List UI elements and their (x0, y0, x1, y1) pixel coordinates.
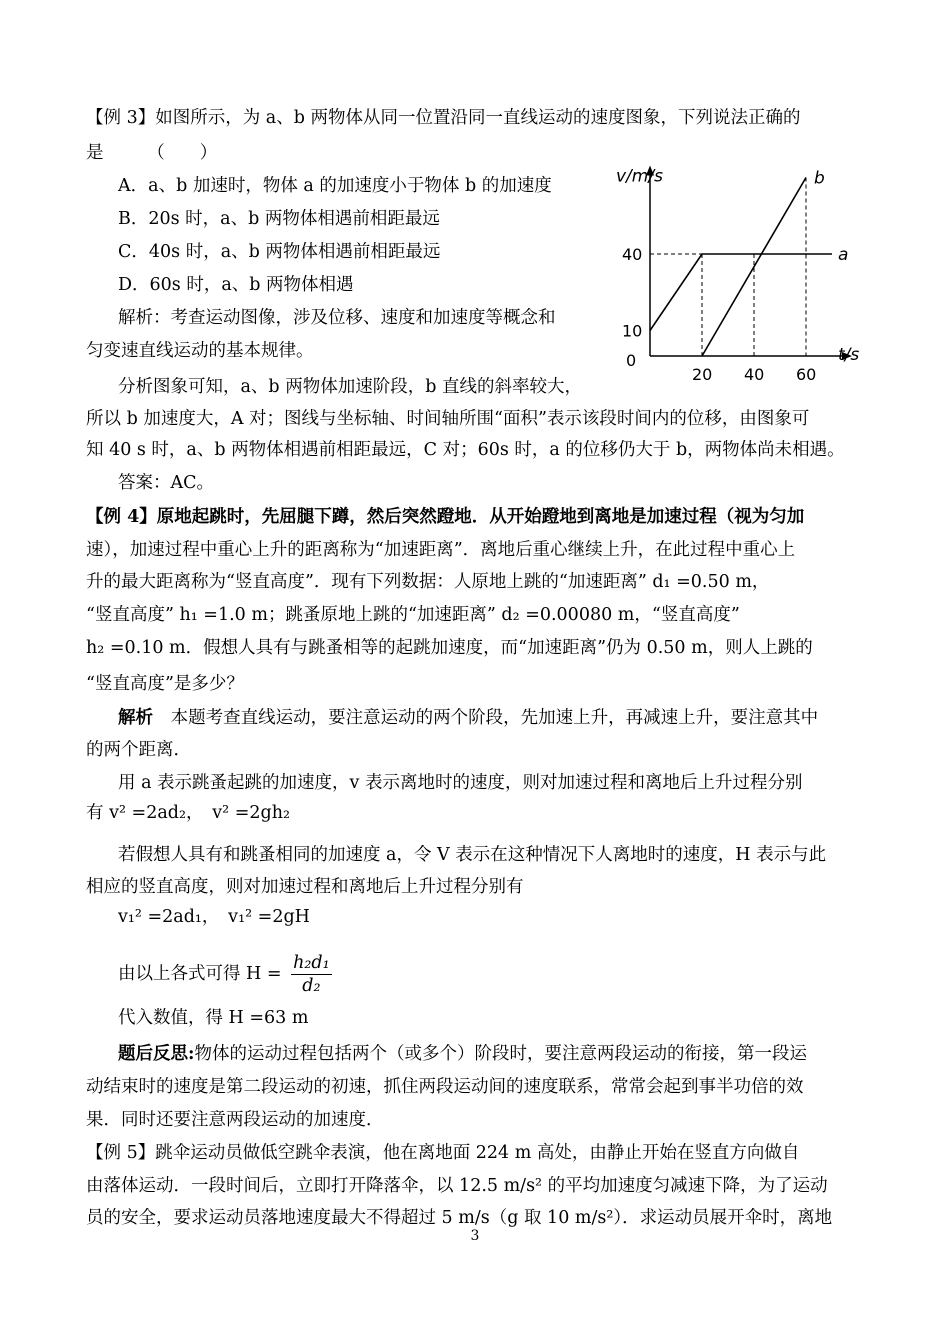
ex3-solution-line-1: 解析：考查运动图像，涉及位移、速度和加速度等概念和 (118, 308, 556, 328)
ex4-analysis-label: 解析 (118, 708, 153, 728)
ex4-fraction-denominator: d₂ (302, 976, 321, 996)
ex4-equation-3-lhs: 由以上各式可得 H = (118, 964, 282, 984)
ex4-question-line-6: “竖直高度”是多少？ (86, 674, 244, 694)
ex4-reflection-line-1 (118, 1042, 807, 1066)
velocity-time-chart (600, 150, 890, 390)
ex3-option-a: A．a、b 加速时，物体 a 的加速度小于物体 b 的加速度 (118, 176, 552, 196)
ex4-equation-3 (118, 950, 332, 998)
ex4-reflection-line-3: 果．同时还要注意两段运动的加速度． (86, 1110, 384, 1130)
ex3-question-line-1: 【例 3】如图所示，为 a、b 两物体从同一位置沿同一直线运动的速度图象，下列说法正确的 (86, 108, 801, 128)
ex3-solution-line-2: 匀变速直线运动的基本规律。 (86, 341, 314, 361)
ex3-option-d: D．60s 时，a、b 两物体相遇 (118, 275, 354, 295)
ex3-solution-line-5: 知 40 s 时，a、b 两物体相遇前相距最远，C 对；60s 时，a 的位移仍大于 b，两物体尚未相遇。 (86, 440, 845, 460)
series-label-b: b (814, 168, 825, 189)
ex3-solution-line-4: 所以 b 加速度大，A 对；图线与坐标轴、时间轴所围“面积”表示该段时间内的位移，由图象可 (86, 409, 810, 429)
series-line-b (702, 178, 806, 357)
origin-label: 0 (626, 351, 637, 370)
ex4-reflection-label: 题后反思: (118, 1044, 195, 1064)
y-axis-label: v/m/s (616, 166, 663, 187)
ex4-fraction-numerator: h₂d₁ (293, 953, 330, 973)
ex4-equation-1: 有 v² =2ad₂， v² =2gh₂ (86, 803, 290, 823)
ex3-question-line-2: 是 （ ） (86, 143, 218, 163)
ex5-question-line-1: 【例 5】跳伞运动员做低空跳伞表演，他在离地面 224 m 高处，由静止开始在竖直方向做自 (86, 1143, 800, 1163)
y-tick-label: 10 (622, 321, 643, 341)
page-number: 3 (470, 1228, 480, 1244)
y-tick-label: 40 (622, 245, 643, 264)
ex4-reflection-line-2: 动结束时的速度是第二段运动的初速，抓住两段运动间的速度联系，常常会起到事半功倍的效 (86, 1077, 804, 1097)
x-tick-label: 60 (796, 365, 817, 384)
ex4-fraction (291, 952, 332, 997)
x-axis-label: t/s (838, 345, 860, 365)
x-tick-label: 40 (744, 365, 765, 384)
ex4-analysis-text-1: 本题考查直线运动，要注意运动的两个阶段，先加速上升，再减速上升，要注意其中 (170, 708, 819, 728)
ex4-question-line-2: 速），加速过程中重心上升的距离称为“加速距离”．离地后重心继续上升，在此过程中重心上 (86, 540, 796, 560)
ex4-equation-2: v₁² =2ad₁， v₁² =2gH (118, 907, 310, 927)
ex3-option-c: C．40s 时，a、b 两物体相遇前相距最远 (118, 242, 441, 262)
ex4-analysis-line-6: 相应的竖直高度，则对加速过程和离地后上升过程分别有 (86, 877, 524, 897)
ex3-option-b: B．20s 时，a、b 两物体相遇前相距最远 (118, 209, 440, 229)
ex5-question-line-3: 员的安全，要求运动员落地速度最大不得超过 5 m/s（g 取 10 m/s²）．求运动员展开伞时，离地 (86, 1208, 833, 1228)
ex4-title: 【例 4】原地起跳时，先屈腿下蹲，然后突然蹬地．从开始蹬地到离地是加速过程（视为匀加 (86, 507, 805, 527)
ex4-question-line-5: h₂ =0.10 m．假想人具有与跳蚤相等的起跳加速度，而“加速距离”仍为 0.50 m，则人上跳的 (86, 638, 813, 658)
series-label-a: a (838, 245, 849, 265)
ex4-analysis-line-1 (118, 706, 818, 730)
series-line-a (650, 254, 832, 331)
ex4-result: 代入数值，得 H =63 m (118, 1008, 309, 1028)
ex3-solution-line-3: 分析图象可知，a、b 两物体加速阶段，b 直线的斜率较大， (118, 377, 582, 397)
ex4-question-line-4: “竖直高度” h₁ =1.0 m；跳蚤原地上跳的“加速距离” d₂ =0.00080 m，“竖直高度” (86, 605, 740, 625)
ex4-analysis-line-2: 的两个距离． (86, 740, 191, 760)
ex3-answer: 答案：AC。 (118, 473, 215, 493)
ex4-question-line-3: 升的最大距离称为“竖直高度”．现有下列数据：人原地上跳的“加速距离” d₁ =0.50 m， (86, 572, 770, 592)
ex4-question-line-1 (86, 505, 804, 529)
ex4-analysis-line-5: 若假想人具有和跳蚤相同的加速度 a，令 V 表示在这种情况下人离地时的速度，H 表示与此 (118, 845, 827, 865)
ex4-reflection-text-1: 物体的运动过程包括两个（或多个）阶段时，要注意两段运动的衔接，第一段运 (194, 1044, 807, 1064)
x-tick-label: 20 (692, 365, 713, 384)
ex4-analysis-line-3: 用 a 表示跳蚤起跳的加速度，v 表示离地时的速度，则对加速过程和离地后上升过程分别 (118, 773, 803, 793)
ex5-question-line-2: 由落体运动．一段时间后，立即打开降落伞，以 12.5 m/s² 的平均加速度匀减速下降，为了运动 (86, 1176, 828, 1196)
